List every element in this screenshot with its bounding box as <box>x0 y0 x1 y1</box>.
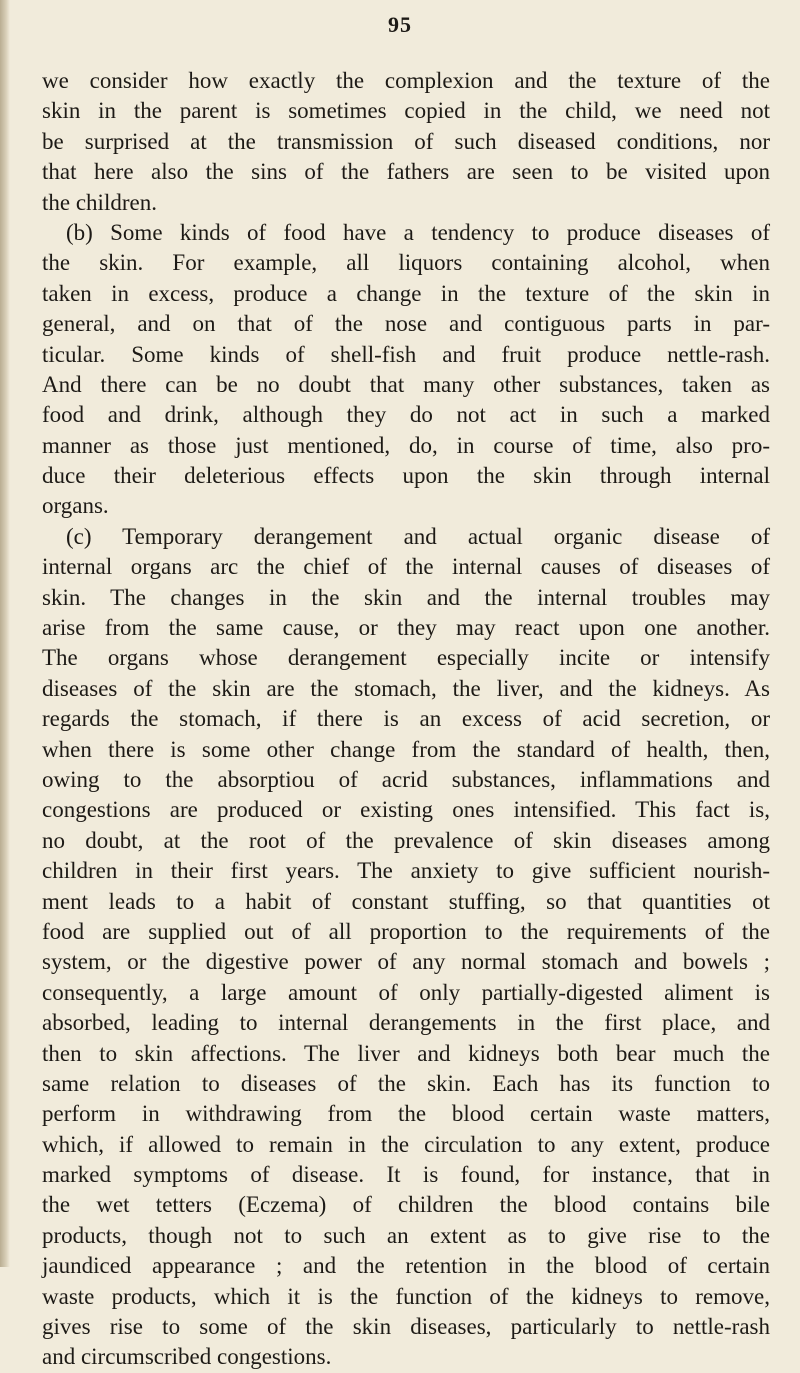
text-line: manner as those just mentioned, do, in course of time, also pro- <box>42 432 770 458</box>
text-line: The organs whose derangement especially incite or intensify <box>42 645 770 671</box>
text-line: taken in excess, produce a change in the texture of the skin in <box>42 280 770 306</box>
text-line: food and drink, although they do not act in such a marked <box>42 402 770 428</box>
text-line: ticular. Some kinds of shell-fish and fruit produce nettle-rash. <box>42 341 770 367</box>
text-line: arise from the same cause, or they may react upon one another. <box>42 615 770 641</box>
paragraph-c-internal-organs <box>42 522 770 1373</box>
text-line: system, or the digestive power of any normal stomach and bowels ; <box>42 949 770 975</box>
paragraph-continuation <box>42 66 770 218</box>
text-line: And there can be no doubt that many other substances, taken as <box>42 371 770 397</box>
text-line: which, if allowed to remain in the circulation to any extent, produce <box>42 1131 770 1157</box>
text-line: no doubt, at the root of the prevalence of skin diseases among <box>42 827 770 853</box>
text-line: same relation to diseases of the skin. Each has its function to <box>42 1070 770 1096</box>
text-line: owing to the absorptiou of acrid substances, inflammations and <box>42 766 770 792</box>
text-line: consequently, a large amount of only partially-digested aliment is <box>42 979 770 1005</box>
text-line: the skin. For example, all liquors containing alcohol, when <box>42 250 770 276</box>
text-line: diseases of the skin are the stomach, the liver, and the kidneys. As <box>42 675 770 701</box>
text-line: the wet tetters (Eczema) of children the blood contains bile <box>42 1192 770 1218</box>
text-line: general, and on that of the nose and contiguous parts in par- <box>42 311 770 337</box>
text-line: products, though not to such an extent as to give rise to the <box>42 1222 770 1248</box>
text-line: the children. <box>42 189 157 215</box>
text-line: and circumscribed congestions. <box>42 1344 332 1370</box>
paragraph-b-food <box>42 218 770 522</box>
text-line: skin in the parent is sometimes copied in the child, we need not <box>42 98 770 124</box>
text-line: duce their deleterious effects upon the skin through internal <box>42 463 770 489</box>
text-line: regards the stomach, if there is an excess of acid secretion, or <box>42 706 770 732</box>
text-line: skin. The changes in the skin and the internal troubles may <box>42 584 770 610</box>
text-line: marked symptoms of disease. It is found, for instance, that in <box>42 1162 770 1188</box>
text-line: food are supplied out of all proportion to the requirements of the <box>42 918 770 944</box>
text-line: congestions are produced or existing ones intensified. This fact is, <box>42 797 770 823</box>
text-line: jaundiced appearance ; and the retention in the blood of certain <box>42 1253 770 1279</box>
text-line: when there is some other change from the standard of health, then, <box>42 736 770 762</box>
text-line: absorbed, leading to internal derangements in the first place, and <box>42 1010 770 1036</box>
page-number: 95 <box>388 12 412 37</box>
text-line: (b) Some kinds of food have a tendency to produce diseases of <box>66 219 770 245</box>
text-line: ment leads to a habit of constant stuffing, so that quantities ot <box>42 888 770 914</box>
text-line: organs. <box>42 493 109 519</box>
text-line: (c) Temporary derangement and actual organic disease of <box>66 523 770 549</box>
text-line: we consider how exactly the complexion and the texture of the <box>42 68 770 93</box>
text-line: gives rise to some of the skin diseases, particularly to nettle-rash <box>42 1314 770 1340</box>
binding-edge-shadow <box>0 0 10 1267</box>
text-line: waste products, which it is the function of the kidneys to remove, <box>42 1283 770 1309</box>
body-text <box>42 66 770 1373</box>
text-line: perform in withdrawing from the blood certain waste matters, <box>42 1101 770 1127</box>
text-line: children in their first years. The anxiety to give sufficient nourish- <box>42 858 770 884</box>
text-line: be surprised at the transmission of such diseased conditions, nor <box>42 128 770 154</box>
text-line: internal organs arc the chief of the internal causes of diseases of <box>42 554 770 580</box>
text-line: then to skin affections. The liver and kidneys both bear much the <box>42 1040 770 1066</box>
text-line: that here also the sins of the fathers are seen to be visited upon <box>42 159 770 185</box>
